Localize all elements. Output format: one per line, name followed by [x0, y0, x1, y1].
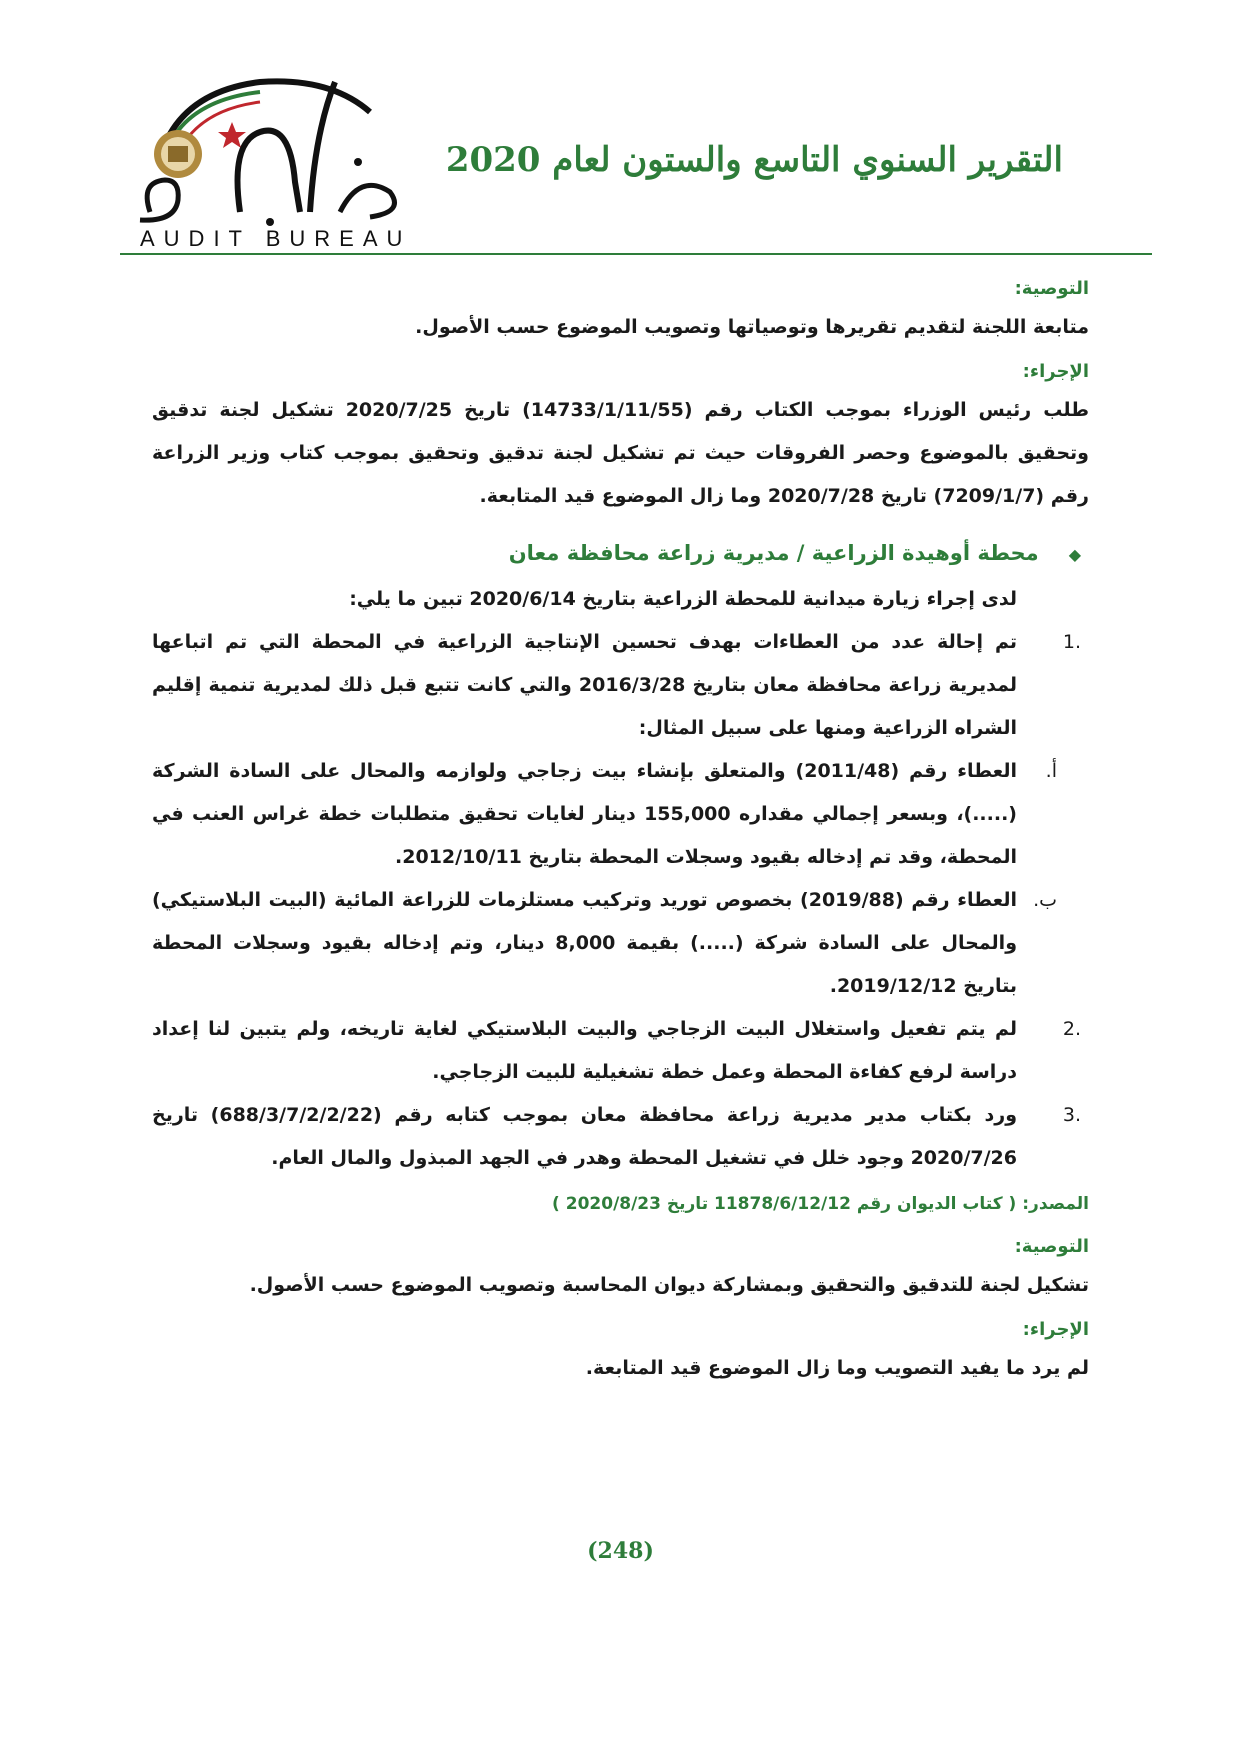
- list-marker: .3: [1062, 1104, 1081, 1126]
- audit-bureau-logo: [120, 62, 420, 252]
- section-intro: لدى إجراء زيارة ميدانية للمحطة الزراعية بتاريخ 2020/6/14 تبين ما يلي:: [349, 588, 1017, 610]
- logo-label: AUDIT BUREAU: [140, 226, 412, 251]
- list-marker: .2: [1062, 1018, 1081, 1040]
- page-header: [0, 0, 1241, 256]
- sub-list-item: [152, 879, 1089, 1008]
- recommendation-heading: التوصية:: [1014, 1236, 1089, 1257]
- action-text: طلب رئيس الوزراء بموجب الكتاب رقم (14733/1/11/55) تاريخ 2020/7/25 تشكيل لجنة تدقيق وتحقيق بالموضوع وحصر الفروقات حيث تم تشكيل لجنة تدقيق وتحقيق بموجب كتاب وزير الزراعة رقم (7209/1/7) تاريخ 2020/7/28 وما زال الموضوع قيد المتابعة.: [152, 399, 1089, 507]
- report-title: التقرير السنوي التاسع والستون لعام 2020: [445, 140, 1063, 180]
- list-item-text: تم إحالة عدد من العطاءات بهدف تحسين الإنتاجية الزراعية في المحطة التي تم اتباعها لمديرية زراعة محافظة معان بتاريخ 2016/3/28 والتي كانت تتبع قبل ذلك لمديرية تنمية إقليم الشراه الزراعية ومنها على سبيل المثال:: [152, 631, 1017, 739]
- diamond-bullet-icon: ◆: [1068, 545, 1081, 564]
- list-item: [152, 621, 1089, 750]
- list-item-text: ورد بكتاب مدير مديرية زراعة محافظة معان بموجب كتابه رقم (688/3/7/2/2/22) تاريخ 2020/7/26 وجود خلل في تشغيل المحطة وهدر في الجهد المبذول والمال العام.: [152, 1104, 1017, 1169]
- action-heading: الإجراء:: [1022, 1319, 1089, 1340]
- logo-emblem-icon: [120, 62, 420, 232]
- action-text: لم يرد ما يفيد التصويب وما زال الموضوع قيد المتابعة.: [585, 1357, 1089, 1379]
- list-item: [152, 1094, 1089, 1180]
- document-body: [152, 266, 1089, 1390]
- sub-list-item-text: العطاء رقم (2019/88) بخصوص توريد وتركيب مستلزمات للزراعة المائية (البيت البلاستيكي) والمحال على السادة شركة (.....) بقيمة 8,000 دينار، وتم إدخاله بقيود وسجلات المحطة بتاريخ 2019/12/12.: [152, 889, 1017, 997]
- section-heading-text: محطة أوهيدة الزراعية / مديرية زراعة محافظة معان: [508, 541, 1039, 565]
- list-item: [152, 1008, 1089, 1094]
- list-item-text: لم يتم تفعيل واستغلال البيت الزجاجي والبيت البلاستيكي لغاية تاريخه، ولم يتبين لنا إعداد دراسة لرفع كفاءة المحطة وعمل خطة تشغيلية للبيت الزجاجي.: [152, 1018, 1017, 1083]
- list-marker: .1: [1062, 631, 1081, 653]
- action-heading: الإجراء:: [1022, 361, 1089, 382]
- header-divider: [120, 253, 1152, 255]
- sub-list-marker: ب.: [1033, 889, 1057, 911]
- page-number: (248): [587, 1538, 654, 1564]
- section-heading: [152, 530, 1089, 578]
- recommendation-heading: التوصية:: [1014, 278, 1089, 299]
- source-citation: المصدر: ( كتاب الديوان رقم 11878/6/12/12 تاريخ 2020/8/23 ): [552, 1194, 1089, 1214]
- sub-list-marker: أ.: [1045, 760, 1057, 782]
- sub-list-item-text: العطاء رقم (2011/48) والمتعلق بإنشاء بيت زجاجي ولوازمه والمحال على السادة الشركة (.....)، وبسعر إجمالي مقداره 155,000 دينار لغايات تحقيق متطلبات خطة غراس العنب في المحطة، وقد تم إدخاله بقيود وسجلات المحطة بتاريخ 2012/10/11.: [152, 760, 1017, 868]
- recommendation-text: متابعة اللجنة لتقديم تقريرها وتوصياتها وتصويب الموضوع حسب الأصول.: [415, 316, 1089, 338]
- recommendation-text: تشكيل لجنة للتدقيق والتحقيق وبمشاركة ديوان المحاسبة وتصويب الموضوع حسب الأصول.: [249, 1274, 1089, 1296]
- sub-list-item: [152, 750, 1089, 879]
